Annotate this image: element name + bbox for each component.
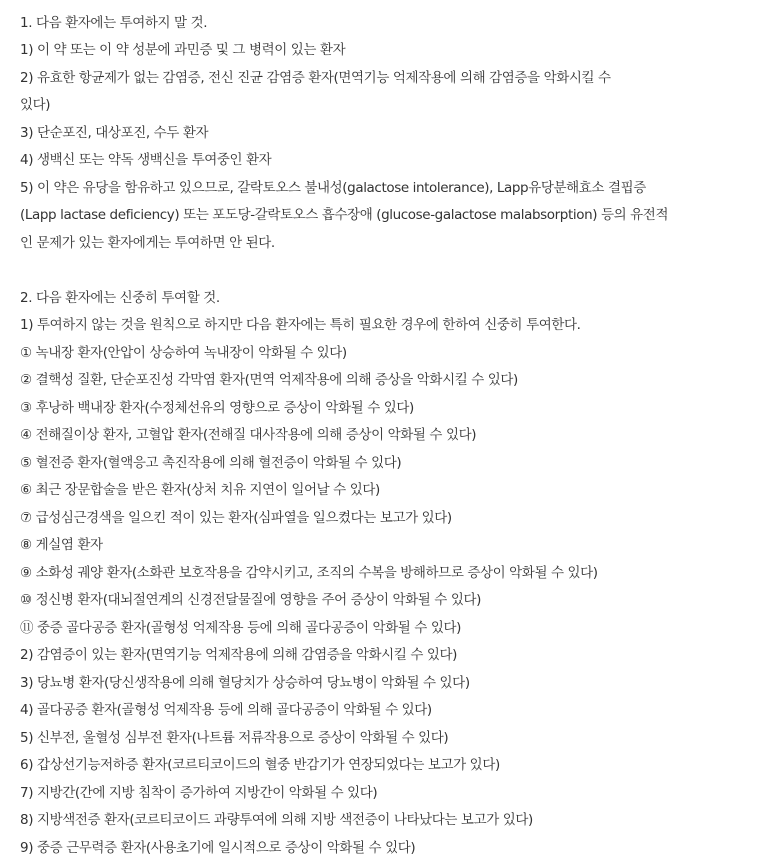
section-2-line: 3) 당뇨병 환자(당신생작용에 의해 혈당치가 상승하여 당뇨병이 악화될 수 있다) xyxy=(20,675,470,691)
section-2-line: 8) 지방색전증 환자(코르티코이드 과량투여에 의해 지방 색전증이 나타났다는 보고가 있다) xyxy=(20,812,533,828)
section-2-line: 9) 중증 근무력증 환자(사용초기에 일시적으로 증상이 악화될 수 있다) xyxy=(20,840,416,856)
section-1-heading: 1. 다음 환자에는 투여하지 말 것. xyxy=(20,15,208,31)
section-2-line: ⑩ 정신병 환자(대뇌절연계의 신경전달물질에 영향을 주어 증상이 악화될 수 있다) xyxy=(20,592,481,608)
section-2-heading: 2. 다음 환자에는 신중히 투여할 것. xyxy=(20,290,220,306)
section-1-line: 4) 생백신 또는 약독 생백신을 투여중인 환자 xyxy=(20,152,272,168)
section-2-line: ② 결핵성 질환, 단순포진성 각막염 환자(면역 억제작용에 의해 증상을 악화시킬 수 있다) xyxy=(20,372,518,388)
section-1-line: 1) 이 약 또는 이 약 성분에 과민증 및 그 병력이 있는 환자 xyxy=(20,42,346,58)
section-2-line: 4) 골다공증 환자(골형성 억제작용 등에 의해 골다공증이 악화될 수 있다) xyxy=(20,702,432,718)
section-2-line: ⑪ 중증 골다공증 환자(골형성 억제작용 등에 의해 골다공증이 악화될 수 있다) xyxy=(20,620,461,636)
section-2-line: 1) 투여하지 않는 것을 원칙으로 하지만 다음 환자에는 특히 필요한 경우에 한하여 신중히 투여한다. xyxy=(20,317,581,333)
section-1-line: 있다) xyxy=(20,97,51,113)
section-2-line: 6) 갑상선기능저하증 환자(코르티코이드의 혈중 반감기가 연장되었다는 보고가 있다) xyxy=(20,757,500,773)
section-1-line: 5) 이 약은 유당을 함유하고 있으므로, 갈락토오스 불내성(galactose intolerance), Lapp유당분해효소 결핍증 xyxy=(20,180,646,196)
section-2-line: ⑥ 최근 장문합술을 받은 환자(상처 치유 지연이 일어날 수 있다) xyxy=(20,482,380,498)
section-2-line: ③ 후낭하 백내장 환자(수정체선유의 영향으로 증상이 악화될 수 있다) xyxy=(20,400,414,416)
section-2-line: ⑤ 혈전증 환자(혈액응고 촉진작용에 의해 혈전증이 악화될 수 있다) xyxy=(20,455,402,471)
section-2-line: 5) 신부전, 울혈성 심부전 환자(나트륨 저류작용으로 증상이 악화될 수 있다) xyxy=(20,730,449,746)
section-1-line: 인 문제가 있는 환자에게는 투여하면 안 된다. xyxy=(20,235,275,251)
section-2-line: ⑨ 소화성 궤양 환자(소화관 보호작용을 감약시키고, 조직의 수복을 방해하므로 증상이 악화될 수 있다) xyxy=(20,565,598,581)
section-2-line: 2) 감염증이 있는 환자(면역기능 억제작용에 의해 감염증을 악화시킬 수 있다) xyxy=(20,647,458,663)
section-2-line: ⑧ 게실염 환자 xyxy=(20,537,103,553)
section-2-line: 7) 지방간(간에 지방 침착이 증가하여 지방간이 악화될 수 있다) xyxy=(20,785,378,801)
section-2-line: ④ 전해질이상 환자, 고혈압 환자(전해질 대사작용에 의해 증상이 악화될 수 있다) xyxy=(20,427,477,443)
section-1-line: 3) 단순포진, 대상포진, 수두 환자 xyxy=(20,125,209,141)
section-1-line: 2) 유효한 항균제가 없는 감염증, 전신 진균 감염증 환자(면역기능 억제작용에 의해 감염증을 악화시킬 수 xyxy=(20,70,611,86)
section-1-line: (Lapp lactase deficiency) 또는 포도당-갈락토오스 흡수장애 (glucose-galactose malabsorption) 등의 유전적 xyxy=(20,207,669,223)
section-2-line: ① 녹내장 환자(안압이 상승하여 녹내장이 악화될 수 있다) xyxy=(20,345,347,361)
section-2-line: ⑦ 급성심근경색을 일으킨 적이 있는 환자(심파열을 일으켰다는 보고가 있다) xyxy=(20,510,452,526)
